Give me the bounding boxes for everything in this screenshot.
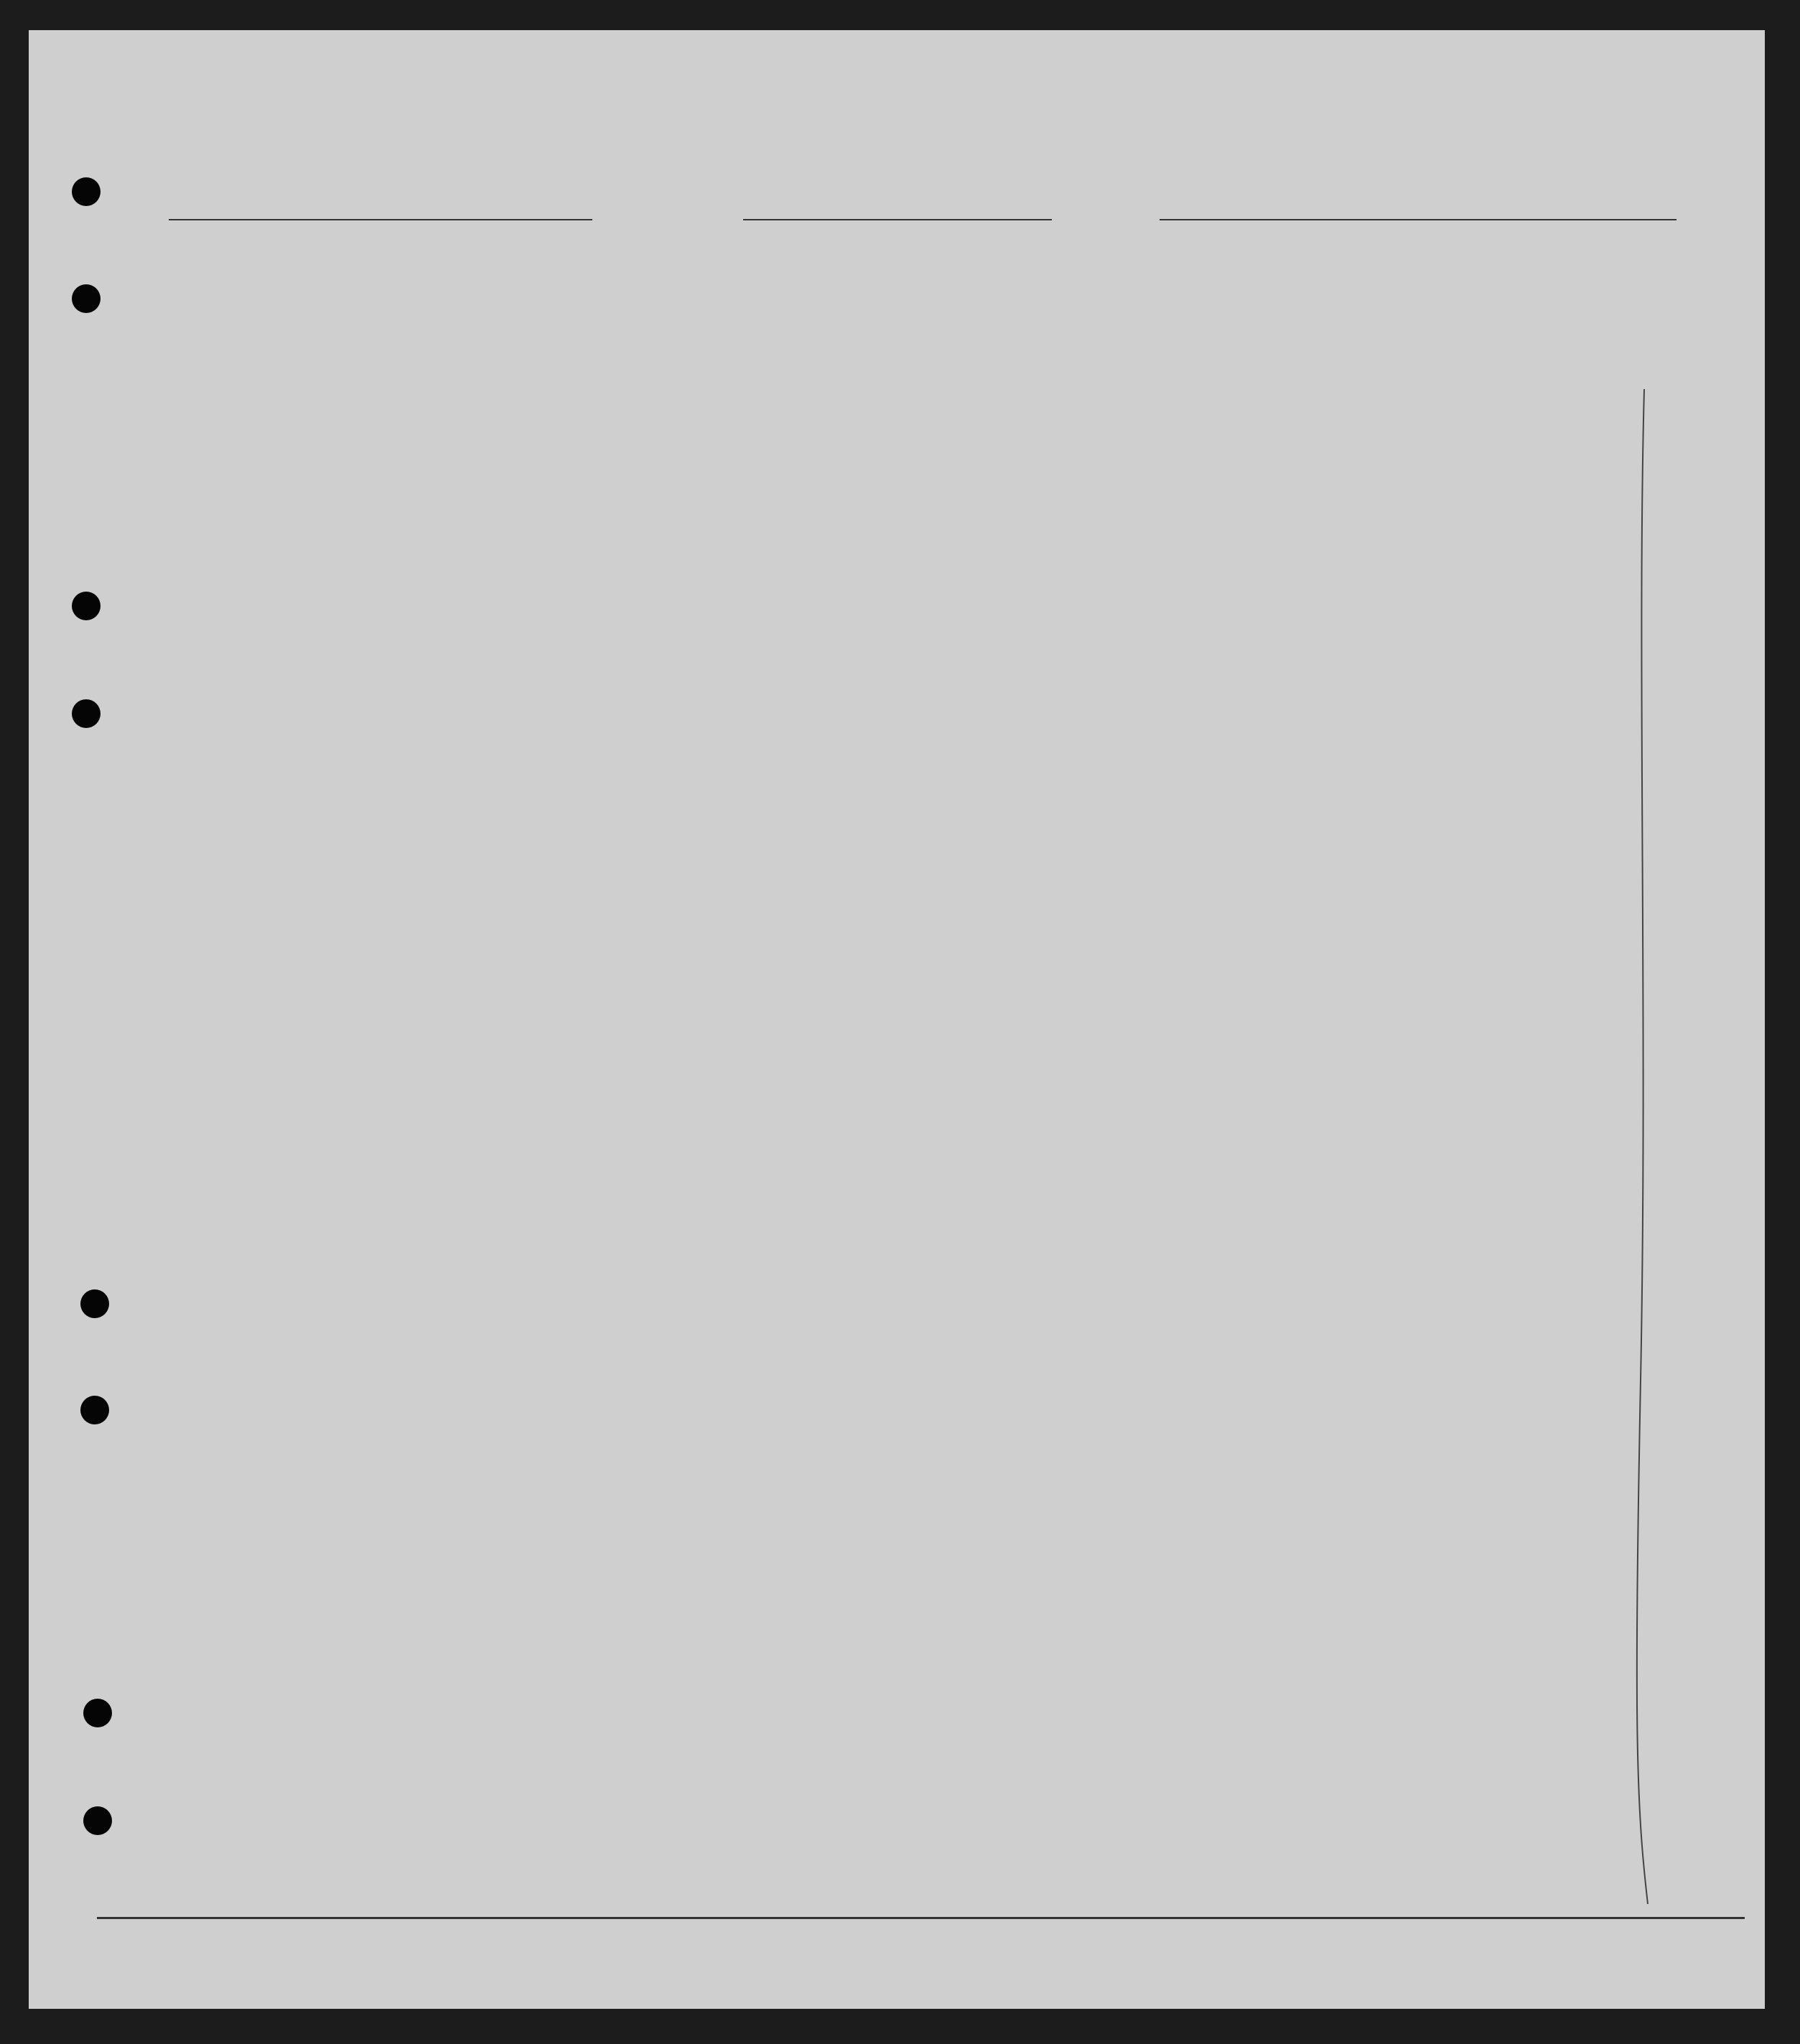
- manifest-sheet: [29, 30, 1765, 2009]
- crew-list: [29, 30, 1765, 2009]
- action-bracket-line: [1615, 375, 1673, 1926]
